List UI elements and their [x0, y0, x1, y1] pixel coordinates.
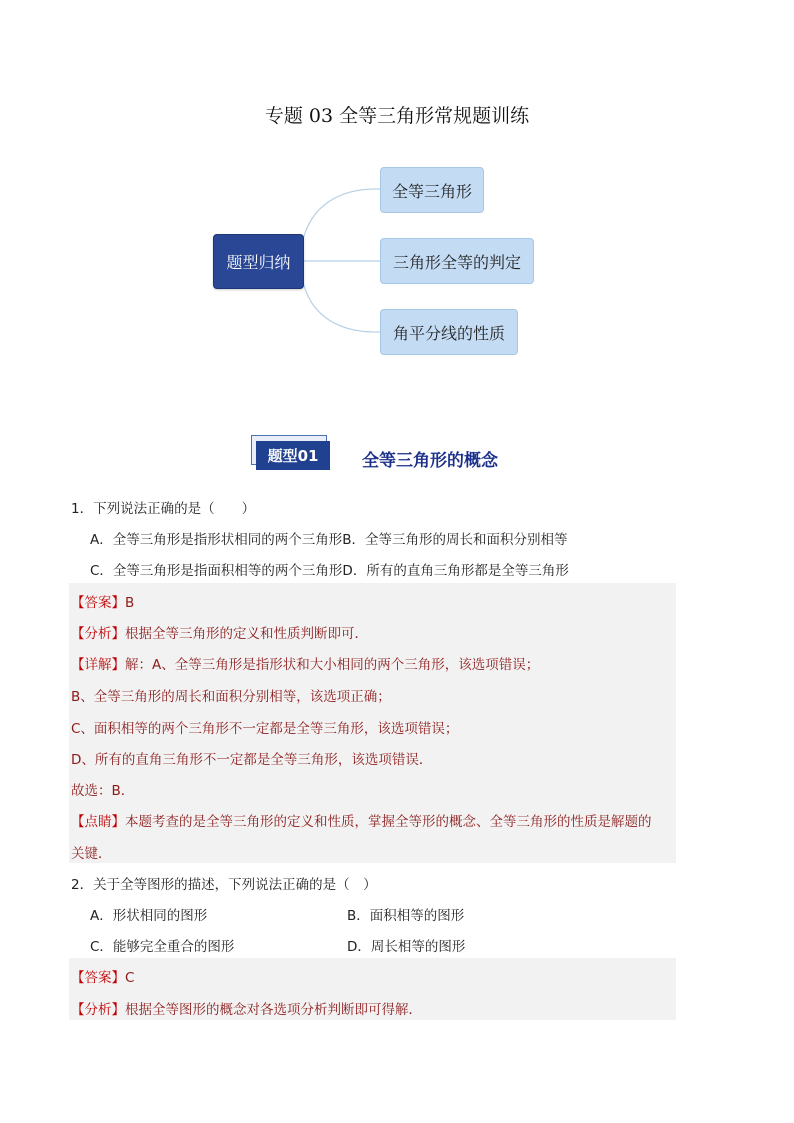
mind-map-child-2: 三角形全等的判定: [380, 238, 534, 284]
comment-line-2: 关键．: [71, 846, 112, 862]
comment-line-1: 本题考查的是全等三角形的定义和性质，掌握全等形的概念、全等三角形的性质是解题的: [125, 814, 652, 830]
detail-line-4: D、所有的直角三角形不一定都是全等三角形，该选项错误．: [71, 752, 433, 768]
question-2-option-b: B．面积相等的图形: [347, 908, 465, 924]
question-2-option-d: D．周长相等的图形: [347, 939, 466, 955]
q1-detail: [71, 653, 539, 673]
detail-line-1: 解：A、全等三角形是指形状和大小相同的两个三角形，该选项错误；: [125, 657, 540, 673]
answer-value: B: [125, 595, 135, 611]
connector-3: [302, 278, 380, 332]
question-2-option-a: A．形状相同的图形: [90, 908, 208, 924]
q2-answer: [71, 966, 134, 986]
question-2-option-c: C．能够完全重合的图形: [90, 939, 235, 955]
section-title: 全等三角形的概念: [362, 451, 498, 471]
comment-tag: 【点睛】: [71, 814, 125, 830]
question-1-options-ab: A．全等三角形是指形状相同的两个三角形B．全等三角形的周长和面积分别相等: [90, 532, 568, 548]
mind-map-root: 题型归纳: [213, 234, 304, 289]
detail-tag: 【详解】: [71, 657, 125, 673]
page-title: 专题 03 全等三角形常规题训练: [264, 105, 530, 127]
question-2-stem: 2．关于全等图形的描述，下列说法正确的是（ ）: [71, 877, 377, 893]
detail-line-3: C、面积相等的两个三角形不一定都是全等三角形，该选项错误；: [71, 721, 459, 737]
analysis-text: 根据全等三角形的定义和性质判断即可．: [125, 626, 368, 642]
q1-answer: [71, 591, 134, 611]
answer-tag: 【答案】: [71, 970, 125, 986]
section-badge: 题型01: [256, 441, 330, 470]
answer-value: C: [125, 970, 135, 986]
question-1-stem: 1．下列说法正确的是（ ）: [71, 501, 256, 517]
question-1-options-cd: C．全等三角形是指面积相等的两个三角形D．所有的直角三角形都是全等三角形: [90, 563, 569, 579]
detail-line-5: 故选：B．: [71, 783, 135, 799]
analysis-tag: 【分析】: [71, 626, 125, 642]
analysis-tag: 【分析】: [71, 1002, 125, 1018]
connector-1: [302, 189, 380, 244]
analysis-text: 根据全等图形的概念对各选项分析判断即可得解．: [125, 1002, 422, 1018]
q2-analysis: [71, 998, 422, 1018]
detail-line-2: B、全等三角形的周长和面积分别相等，该选项正确；: [71, 689, 391, 705]
mind-map-child-1: 全等三角形: [380, 167, 484, 213]
q1-analysis: [71, 622, 368, 642]
mind-map: [0, 0, 794, 400]
q1-comment: [71, 810, 652, 830]
mind-map-child-3: 角平分线的性质: [380, 309, 518, 355]
answer-tag: 【答案】: [71, 595, 125, 611]
